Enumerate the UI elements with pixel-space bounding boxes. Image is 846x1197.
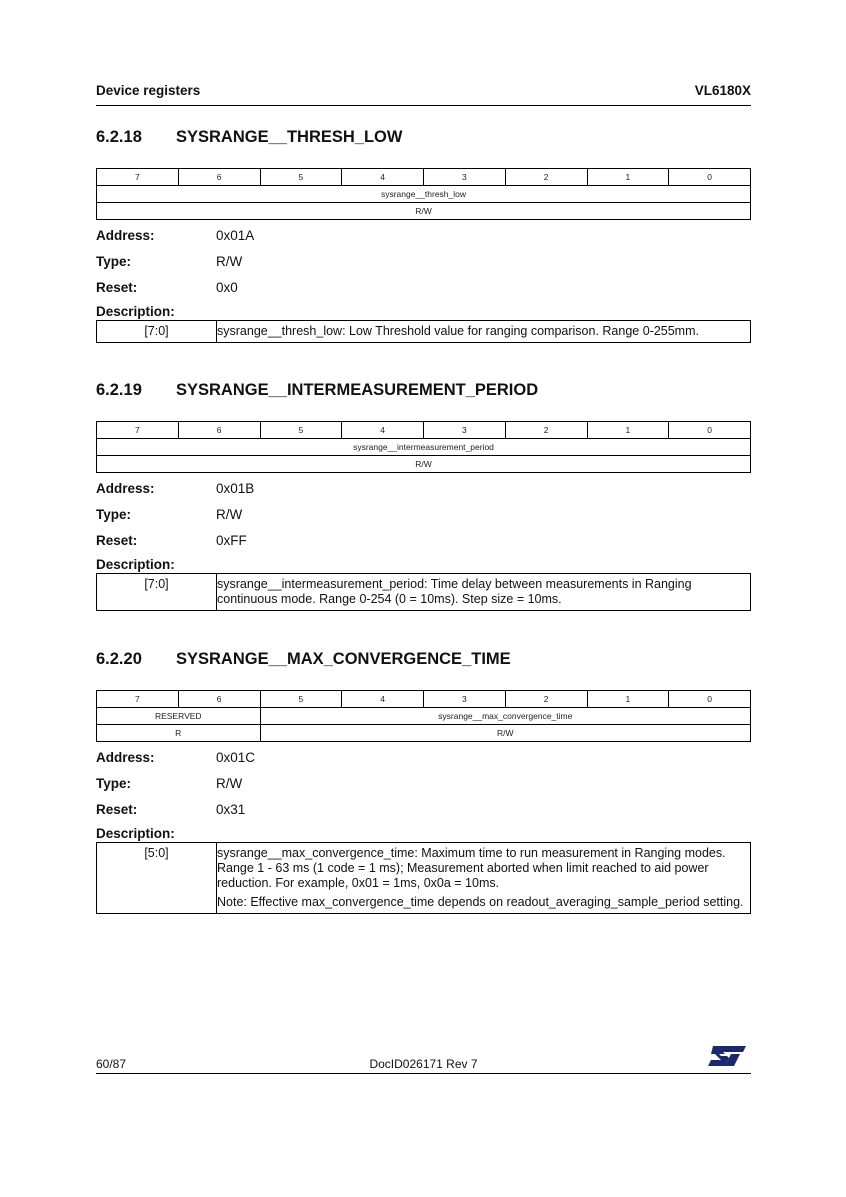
bit-cell: 5 — [260, 422, 342, 439]
bit-number-row — [97, 169, 751, 186]
section-sysrange-max-convergence-time — [96, 650, 751, 914]
reset-value: 0x0 — [216, 280, 238, 295]
desc-bits: [5:0] — [97, 843, 217, 914]
bit-cell: 2 — [505, 169, 587, 186]
reserved-access-cell: R — [97, 725, 261, 742]
bit-cell: 7 — [97, 691, 179, 708]
section-title: SYSRANGE__INTERMEASUREMENT_PERIOD — [176, 381, 539, 399]
st-logo-icon — [707, 1045, 747, 1067]
address-value: 0x01C — [216, 750, 256, 765]
bit-cell: 4 — [342, 691, 424, 708]
bit-cell: 3 — [424, 691, 506, 708]
reset-label: Reset: — [96, 280, 138, 295]
address-value: 0x01B — [216, 481, 255, 496]
type-label: Type: — [96, 507, 132, 522]
section-sysrange-intermeasurement-period — [96, 381, 751, 611]
section-heading — [96, 650, 751, 674]
register-bit-table — [96, 168, 751, 220]
section-sysrange-thresh-low — [96, 128, 751, 343]
field-name-cell: sysrange__max_convergence_time — [260, 708, 751, 725]
description-table — [96, 573, 751, 611]
type-value: R/W — [216, 776, 243, 791]
desc-text-cell — [217, 321, 751, 343]
access-cell: R/W — [97, 456, 751, 473]
reserved-cell: RESERVED — [97, 708, 261, 725]
bit-cell: 3 — [424, 169, 506, 186]
bit-cell: 1 — [587, 691, 669, 708]
register-properties — [96, 228, 751, 320]
desc-text-cell — [217, 843, 751, 914]
register-properties — [96, 481, 751, 573]
type-value: R/W — [216, 254, 243, 269]
bit-cell: 0 — [669, 169, 751, 186]
address-label: Address: — [96, 750, 155, 765]
section-title: SYSRANGE__MAX_CONVERGENCE_TIME — [176, 650, 511, 668]
reset-value: 0x31 — [216, 802, 246, 817]
description-label: Description: — [96, 826, 175, 841]
bit-cell: 5 — [260, 169, 342, 186]
section-number: 6.2.19 — [96, 381, 142, 399]
bit-cell: 1 — [587, 169, 669, 186]
type-value: R/W — [216, 507, 243, 522]
bit-cell: 0 — [669, 691, 751, 708]
bit-cell: 6 — [178, 691, 260, 708]
reset-value: 0xFF — [216, 533, 247, 548]
bit-cell: 4 — [342, 169, 424, 186]
bit-cell: 2 — [505, 422, 587, 439]
desc-note: Note: Effective max_convergence_time depends on readout_averaging_sample_period setting. — [217, 895, 744, 909]
bit-number-row — [97, 422, 751, 439]
bit-cell: 7 — [97, 422, 179, 439]
description-table — [96, 842, 751, 914]
bit-cell: 7 — [97, 169, 179, 186]
desc-text: sysrange__max_convergence_time: Maximum time to run measurement in Ranging modes. Range 1 - 63 ms (1 code = 1 ms); Measurement aborted when limit reached to aid power reduction. For example, 0x01 = 1ms, 0x0a = 10ms. — [217, 846, 726, 890]
reset-label: Reset: — [96, 533, 138, 548]
page-footer — [96, 1057, 751, 1074]
desc-bits: [7:0] — [97, 574, 217, 611]
desc-bits: [7:0] — [97, 321, 217, 343]
register-bit-table — [96, 690, 751, 742]
page-number: 60/87 — [96, 1057, 127, 1071]
section-heading — [96, 128, 751, 152]
bit-cell: 2 — [505, 691, 587, 708]
register-bit-table — [96, 421, 751, 473]
desc-text: sysrange__thresh_low: Low Threshold value for ranging comparison. Range 0-255mm. — [217, 324, 699, 338]
register-properties — [96, 750, 751, 842]
access-cell: R/W — [260, 725, 751, 742]
description-label: Description: — [96, 557, 175, 572]
section-title: SYSRANGE__THRESH_LOW — [176, 128, 403, 146]
address-label: Address: — [96, 481, 155, 496]
field-name-cell: sysrange__intermeasurement_period — [97, 439, 751, 456]
bit-cell: 0 — [669, 422, 751, 439]
bit-cell: 6 — [178, 422, 260, 439]
address-label: Address: — [96, 228, 155, 243]
field-name-cell: sysrange__thresh_low — [97, 186, 751, 203]
bit-cell: 4 — [342, 422, 424, 439]
section-number: 6.2.18 — [96, 128, 142, 146]
page-header — [96, 83, 751, 106]
desc-text: sysrange__intermeasurement_period: Time delay between measurements in Ranging continuous mode. Range 0-254 (0 = 10ms). Step size = 10ms. — [217, 577, 692, 606]
bit-cell: 3 — [424, 422, 506, 439]
header-product-name: VL6180X — [694, 83, 751, 98]
bit-cell: 5 — [260, 691, 342, 708]
bit-cell: 1 — [587, 422, 669, 439]
document-id: DocID026171 Rev 7 — [369, 1057, 478, 1071]
header-section-title: Device registers — [96, 83, 201, 98]
access-cell: R/W — [97, 203, 751, 220]
section-heading — [96, 381, 751, 405]
bit-number-row — [97, 691, 751, 708]
bit-cell: 6 — [178, 169, 260, 186]
type-label: Type: — [96, 254, 132, 269]
desc-text-cell — [217, 574, 751, 611]
description-table — [96, 320, 751, 343]
type-label: Type: — [96, 776, 132, 791]
address-value: 0x01A — [216, 228, 255, 243]
section-number: 6.2.20 — [96, 650, 142, 668]
reset-label: Reset: — [96, 802, 138, 817]
description-label: Description: — [96, 304, 175, 319]
